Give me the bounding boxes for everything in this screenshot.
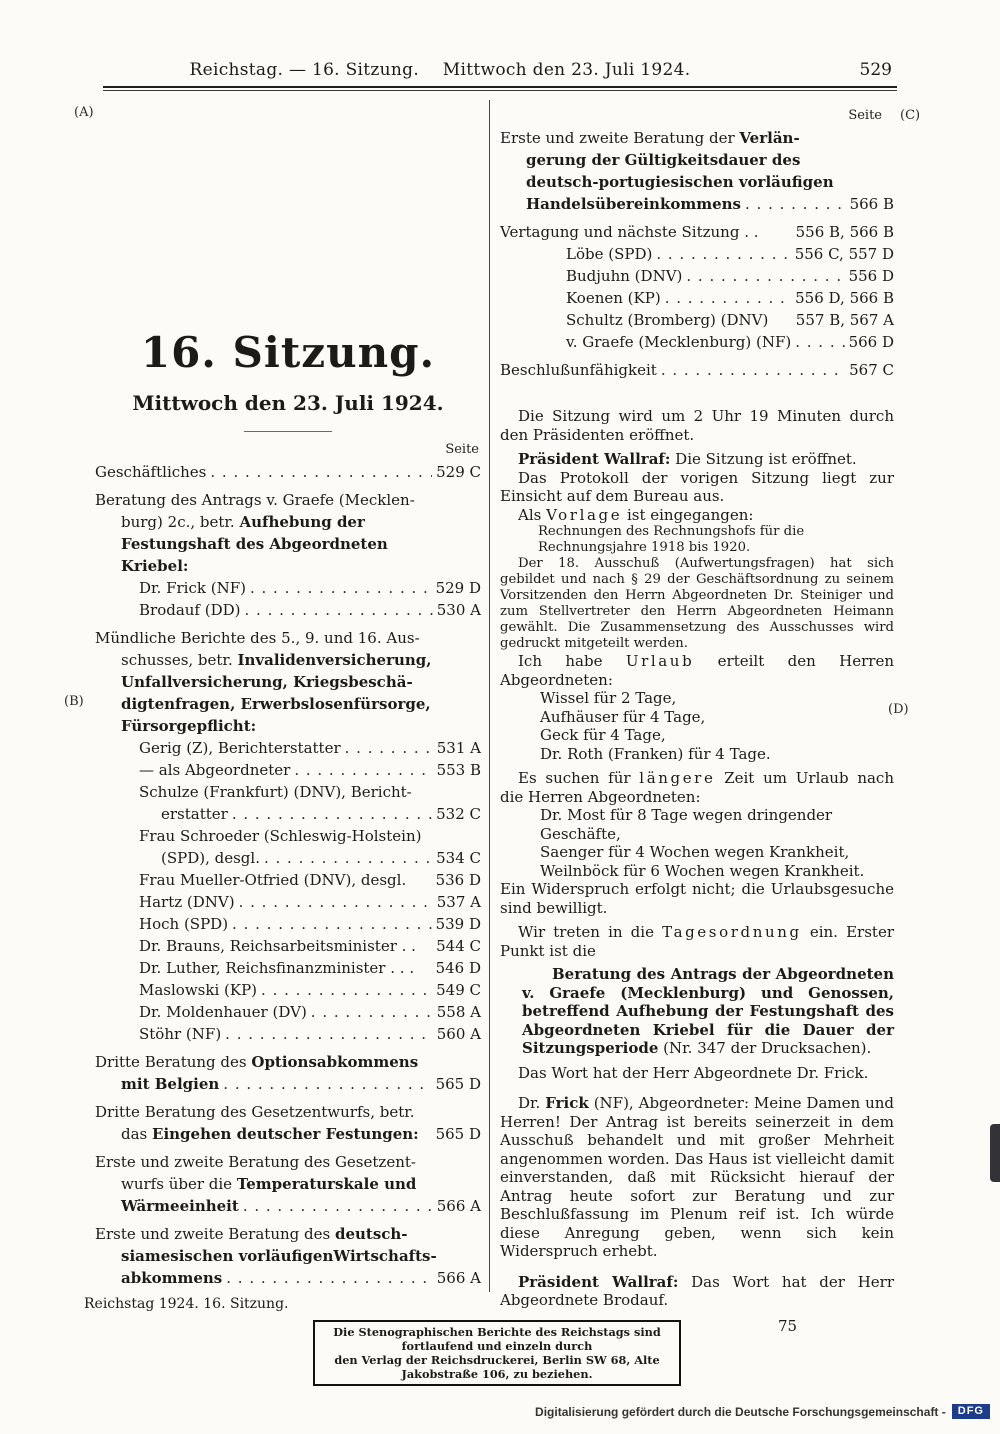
left-column [95,100,481,1295]
body-paragraph [540,862,894,881]
toc-entry [500,127,894,215]
toc-text [566,265,682,287]
toc-text [121,715,256,737]
margin-marker-a: (A) [74,105,94,120]
body-segment: Geck für 4 Tage, [540,726,666,744]
body-segment: Wir treten in die [518,923,663,941]
body-segment: Das Wort hat der Herr Abgeordnete Brodauf. [500,1272,895,1309]
body-paragraph [540,843,894,862]
publisher-notice-box [313,1320,681,1386]
right-column [500,100,894,1335]
toc-segment: Temperaturskale und [236,1175,417,1193]
seite-label-right: Seite [848,108,882,123]
dot-leader [294,759,432,781]
toc-line [95,869,481,891]
toc-segment: Dr. Brauns, Reichsarbeitsminister . . [139,937,416,955]
toc-line [500,287,894,309]
dot-leader [223,1073,431,1095]
body-segment: Als [518,505,547,524]
dot-leader [239,891,433,913]
header-rule [103,86,897,91]
body-paragraph [540,708,894,727]
page-reference: 544 C [436,937,481,955]
body-segment: ein. Erster Punkt ist die [500,923,894,960]
toc-text [566,309,768,331]
dot-leader [656,243,790,265]
toc-segment: Gerig (Z), Berichterstatter [139,739,341,757]
toc-line [500,193,894,215]
page-reference: 566 A [436,1269,481,1287]
toc-segment: v. Graefe (Mecklenburg) (NF) [566,333,792,351]
toc-segment: Wärmeeinheit [121,1197,239,1215]
toc-line [95,913,481,935]
page-reference: 530 A [436,601,481,619]
toc-line [95,781,481,803]
toc-text [526,193,741,215]
toc-segment: Handelsübereinkommens [526,195,741,213]
dot-leader [261,979,432,1001]
toc-segment: — als Abgeordneter [139,761,291,779]
toc-text [95,627,420,649]
toc-entry [95,489,481,621]
toc-text [139,891,235,913]
body-paragraph [540,745,894,764]
toc-segment: Frau Mueller-Otfried (DNV), desgl. [139,871,407,889]
toc-line [95,1023,481,1045]
body-segment: Präsident Wallraf: [518,450,671,468]
toc-text [139,781,412,803]
scan-artifact [990,1124,1000,1182]
digitization-credit [535,1404,990,1419]
toc-entry [500,221,894,353]
toc-line [95,935,481,957]
toc-segment: Schulze (Frankfurt) (DNV), Bericht- [139,783,412,801]
body-paragraph [500,652,894,689]
body-segment: (NF), Abgeordneter: Meine Damen und Herren! Der Antrag ist bereits seinerzeit in dem Ausschuß behandelt und mit großer Mehrheit angenommen worden. Das Haus ist vielleicht damit einverstanden, daß mit Rücksicht hierauf der Antrag heute sofort zur Beratung und zur Beschlußfassung im Plenum reif ist. Ich würde diese Anregung geben, wenn sich kein Widerspruch erhebt. [500,1094,894,1260]
toc-line [95,1073,481,1095]
dot-leader [225,1023,433,1045]
body-paragraph [500,556,894,652]
toc-text [139,599,241,621]
toc-line [95,693,481,715]
body-segment: Saenger für 4 Wochen wegen Krankheit, [540,843,850,861]
page-reference: 567 C [849,361,894,379]
page-reference: 529 C [436,463,481,481]
body-paragraph [500,450,894,469]
toc-text [139,869,406,891]
toc-segment: (SPD), desgl. [161,849,260,867]
toc-line [95,1245,481,1267]
toc-line [95,1267,481,1289]
toc-segment: Beschlußunfähigkeit [500,361,657,379]
body-segment: Ich habe [518,652,626,670]
toc-text [139,1023,221,1045]
body-paragraph [540,726,894,745]
toc-entry [95,1051,481,1095]
running-head-title: Reichstag. — 16. Sitzung. [189,60,420,80]
toc-segment: wurfs über die [121,1175,237,1193]
toc-line [95,1151,481,1173]
dot-leader [250,577,432,599]
toc-segment: Dr. Frick (NF) [139,579,246,597]
toc-segment: Maslowski (KP) [139,981,258,999]
page-reference: 537 A [436,893,481,911]
toc-entry [95,1223,481,1289]
toc-segment: mit Belgien [121,1075,220,1093]
body-segment: längere [639,769,716,787]
body-segment: Tagesordnung [662,923,802,941]
dot-leader [210,461,432,483]
toc-segment: Erste und zweite Beratung des Gesetzent- [95,1153,416,1171]
toc-text [526,149,800,171]
toc-text [566,331,791,353]
toc-segment: Schultz (Bromberg) (DNV) [566,311,769,329]
toc-line [500,171,894,193]
toc-text [121,649,432,671]
toc-text [121,555,188,577]
toc-entry [500,359,894,381]
toc-text [161,803,228,825]
toc-text [161,847,260,869]
toc-segment: Invalidenversicherung, [237,651,432,669]
toc-line [95,533,481,555]
toc-segment: Koenen (KP) [566,289,661,307]
footer-signature: Reichstag 1924. 16. Sitzung. [84,1296,289,1312]
toc-text [139,935,416,957]
toc-line [95,891,481,913]
digitization-credit-text: Digitalisierung gefördert durch die Deutsche Forschungsgemeinschaft - [535,1404,946,1419]
toc-segment: Unfallversicherung, Kriegsbeschä- [121,673,413,691]
toc-text [95,1151,416,1173]
page-reference: 539 D [435,915,481,933]
column-divider-rule [489,100,490,1292]
page-reference: 558 A [436,1003,481,1021]
toc-entry [95,1101,481,1145]
right-toc [500,127,894,381]
dot-leader [243,1195,433,1217]
toc-text [121,533,388,555]
toc-line [95,1051,481,1073]
toc-line [95,511,481,533]
toc-line [500,149,894,171]
toc-line [95,803,481,825]
running-head [0,60,880,80]
toc-segment: Hoch (SPD) [139,915,229,933]
toc-entry [95,461,481,483]
body-paragraph [500,407,894,444]
toc-text [121,511,365,533]
body-paragraph [500,1273,894,1310]
body-segment: Der 18. Ausschuß (Aufwertungsfragen) hat sich gebildet und nach § 29 der Geschäftsordnung zu seinem Vorsitzenden den Herrn Abgeordneten Dr. Steiniger und zum Stellvertreter den Herrn Abgeordneten Heimann gewählt. Die Zusammensetzung des Ausschusses wird gedruckt mitgeteilt werden. [500,556,894,651]
toc-segment: Festungshaft des Abgeordneten [121,535,388,553]
toc-segment: schusses, betr. [121,651,238,669]
toc-line [500,331,894,353]
toc-segment: Optionsabkommens [251,1053,419,1071]
page-reference: 556 D [848,267,894,285]
body-paragraph [500,1094,894,1261]
toc-line [95,825,481,847]
toc-text [139,737,341,759]
publisher-notice-line: den Verlag der Reichsdruckerei, Berlin SW 68, Alte Jakobstraße 106, zu beziehen. [334,1353,660,1381]
toc-text [95,461,206,483]
toc-text [121,1267,222,1289]
toc-text [139,1001,307,1023]
page-reference: 531 A [436,739,481,757]
body-paragraph [500,469,894,506]
body-paragraph [500,923,894,960]
sheet-number: 75 [778,1316,798,1335]
body-segment: Dr. Roth (Franken) für 4 Tage. [540,744,771,763]
toc-text [500,127,800,149]
toc-segment: Verlän- [739,129,800,147]
toc-segment: Frau Schroeder (Schleswig-Holstein) [139,827,422,845]
toc-segment: gerung der Gültigkeitsdauer des [526,151,801,169]
session-date: Mittwoch den 23. Juli 1924. [132,391,444,415]
toc-segment: Dritte Beratung des [95,1053,252,1071]
page-reference: 556 C, 557 D [794,245,894,263]
dot-leader [245,599,433,621]
page-reference: 532 C [436,805,481,823]
toc-line [95,979,481,1001]
toc-line [95,671,481,693]
toc-line [95,461,481,483]
toc-line [95,737,481,759]
page-reference: 565 D [435,1125,481,1143]
body-paragraph [540,689,894,708]
dot-leader [264,847,432,869]
toc-text [566,287,661,309]
toc-text [121,693,431,715]
title-divider-rule [244,431,332,432]
body-segment: Das Protokoll der vorigen Sitzung liegt zur Einsicht auf dem Bureau aus. [500,468,894,505]
publisher-notice-line: Die Stenographischen Berichte des Reichstags sind fortlaufend und einzeln durch [333,1325,661,1353]
toc-line [95,489,481,511]
toc-text [121,1073,219,1095]
body-segment: Rechnungen des Rechnungshofs für die Rechnungsjahre 1918 bis 1920. [538,524,805,555]
toc-text [526,171,834,193]
toc-line [95,759,481,781]
body-paragraph [500,506,894,525]
body-segment: (Nr. 347 der Drucksachen). [658,1039,872,1057]
margin-marker-b: (B) [64,694,84,709]
page-reference: 560 A [436,1025,481,1043]
body-segment: Ein Widerspruch erfolgt nicht; die Urlaubsgesuche sind bewilligt. [500,880,894,917]
toc-text [139,957,414,979]
toc-segment: Beratung des Antrags v. Graefe (Mecklen- [95,491,415,509]
toc-line [500,265,894,287]
toc-segment: deutsch-portugiesischen vorläufigen [526,173,834,191]
margin-marker-d: (D) [888,702,909,717]
toc-segment: digtenfragen, Erwerbslosenfürsorge, [121,695,431,713]
toc-segment: Eingehen deutscher Festungen: [152,1125,419,1143]
toc-line [500,221,894,243]
toc-segment: Vertagung und nächste Sitzung . . [500,223,759,241]
body-segment: Frick [545,1094,589,1112]
left-toc [95,461,481,1289]
toc-segment: Aufhebung der [239,513,365,531]
toc-line [500,309,894,331]
body-segment: Die Sitzung ist eröffnet. [670,450,857,468]
body-paragraph [522,965,894,1058]
toc-segment: abkommens [121,1269,223,1287]
margin-marker-c: (C) [900,108,921,123]
page-reference: 566 D [848,333,894,351]
session-body [500,407,894,1310]
body-paragraph [500,880,894,917]
body-segment: ist eingegangen: [622,505,754,524]
body-segment: Dr. Most für 8 Tage wegen dringender Geschäfte, [540,806,833,843]
toc-text [500,359,657,381]
toc-segment: Geschäftliches [95,463,207,481]
body-paragraph [500,1064,894,1083]
toc-line [95,627,481,649]
body-paragraph [500,769,894,806]
body-segment: Urlaub [625,652,695,670]
toc-text [139,759,290,781]
dot-leader [665,287,791,309]
page-reference: 566 A [436,1197,481,1215]
toc-segment: Budjuhn (DNV) [566,267,683,285]
toc-text [121,1195,239,1217]
toc-line [95,715,481,737]
page-reference: 557 B, 567 A [795,311,894,329]
dot-leader [686,265,844,287]
toc-line [95,1101,481,1123]
dot-leader [232,913,432,935]
body-segment: Aufhäuser für 4 Tage, [540,707,706,726]
body-paragraph [540,806,894,843]
session-title: 16. Sitzung. [140,328,436,377]
body-paragraph [538,524,894,556]
toc-segment: Dr. Luther, Reichsfinanzminister . . . [139,959,415,977]
toc-segment: deutsch- [334,1225,408,1243]
toc-segment: Kriebel: [121,557,189,575]
toc-line [95,649,481,671]
toc-segment: Dritte Beratung des Gesetzentwurfs, betr. [95,1103,415,1121]
body-segment: Dr. [518,1094,546,1112]
toc-line [95,1223,481,1245]
page-reference: 553 B [436,761,481,779]
body-segment: Das Wort hat der Herr Abgeordnete Dr. Frick. [518,1063,869,1082]
toc-segment: Dr. Moldenhauer (DV) [139,1003,307,1021]
toc-segment: das [121,1125,153,1143]
body-segment: Zeit um Urlaub nach die Herren Abgeordneten: [500,769,894,806]
page-reference: 556 B, 566 B [795,223,894,241]
dot-leader [311,1001,433,1023]
body-segment: Beratung des Antrags der Abgeordneten v. Graefe (Mecklenburg) und Genossen, betreffend Aufhebung der Festungshaft des Abgeordneten Kriebel für die Dauer der Sitzungsperiode [522,965,894,1057]
toc-line [95,957,481,979]
toc-text [500,221,759,243]
toc-text [121,671,413,693]
page-number: 529 [859,60,892,80]
body-segment: Die Sitzung wird um 2 Uhr 19 Minuten durch den Präsidenten eröffnet. [500,407,894,444]
body-segment: Präsident Wallraf: [518,1272,679,1291]
toc-line [500,359,894,381]
body-segment: Vorlage [546,505,623,524]
toc-line [95,1001,481,1023]
toc-entry [95,627,481,1045]
toc-text [139,825,421,847]
body-segment: erteilt den Herren Abgeordneten: [500,652,895,689]
toc-line [95,847,481,869]
dot-leader [661,359,845,381]
toc-text [121,1123,419,1145]
dot-leader [795,331,844,353]
page-reference: 536 D [435,871,481,889]
toc-line [95,1195,481,1217]
toc-text [566,243,652,265]
toc-text [139,577,246,599]
dot-leader [226,1267,433,1289]
toc-segment: siamesischen vorläufigenWirtschafts- [121,1247,437,1265]
toc-line [95,1123,481,1145]
toc-segment: Fürsorgepflicht: [121,717,257,735]
dfg-logo: DFG [952,1404,990,1419]
dot-leader [745,193,846,215]
body-segment: Es suchen für [518,769,640,787]
toc-segment: Brodauf (DD) [139,601,241,619]
toc-text [95,1101,415,1123]
page-reference: 565 D [435,1075,481,1093]
page-reference: 546 D [435,959,481,977]
page-reference: 549 C [436,981,481,999]
toc-entry [95,1151,481,1217]
body-segment: Weilnböck für 6 Wochen wegen Krankheit. [540,861,865,880]
toc-segment: Erste und zweite Beratung der [500,129,740,147]
seite-label-left: Seite [445,442,479,457]
page-reference: 529 D [435,579,481,597]
toc-text [95,1223,408,1245]
page-reference: 566 B [849,195,894,213]
toc-segment: Stöhr (NF) [139,1025,222,1043]
toc-line [95,577,481,599]
toc-text [121,1245,437,1267]
toc-line [500,127,894,149]
toc-text [95,1051,418,1073]
toc-segment: burg) 2c., betr. [121,513,240,531]
dot-leader [345,737,433,759]
toc-line [500,243,894,265]
toc-text [139,913,228,935]
body-segment: Wissel für 2 Tage, [540,689,677,707]
toc-segment: Mündliche Berichte des 5., 9. und 16. Aus- [95,629,420,647]
toc-segment: Löbe (SPD) [566,245,653,263]
toc-text [121,1173,416,1195]
toc-text [139,979,257,1001]
toc-segment: Hartz (DNV) [139,893,235,911]
dot-leader [232,803,432,825]
page-reference: 534 C [436,849,481,867]
page-reference: 556 D, 566 B [795,289,894,307]
toc-text [95,489,415,511]
toc-line [95,555,481,577]
toc-segment: erstatter [161,805,228,823]
toc-segment: Erste und zweite Beratung des [95,1225,335,1243]
running-head-date: Mittwoch den 23. Juli 1924. [442,60,691,80]
toc-line [95,1173,481,1195]
toc-line [95,599,481,621]
